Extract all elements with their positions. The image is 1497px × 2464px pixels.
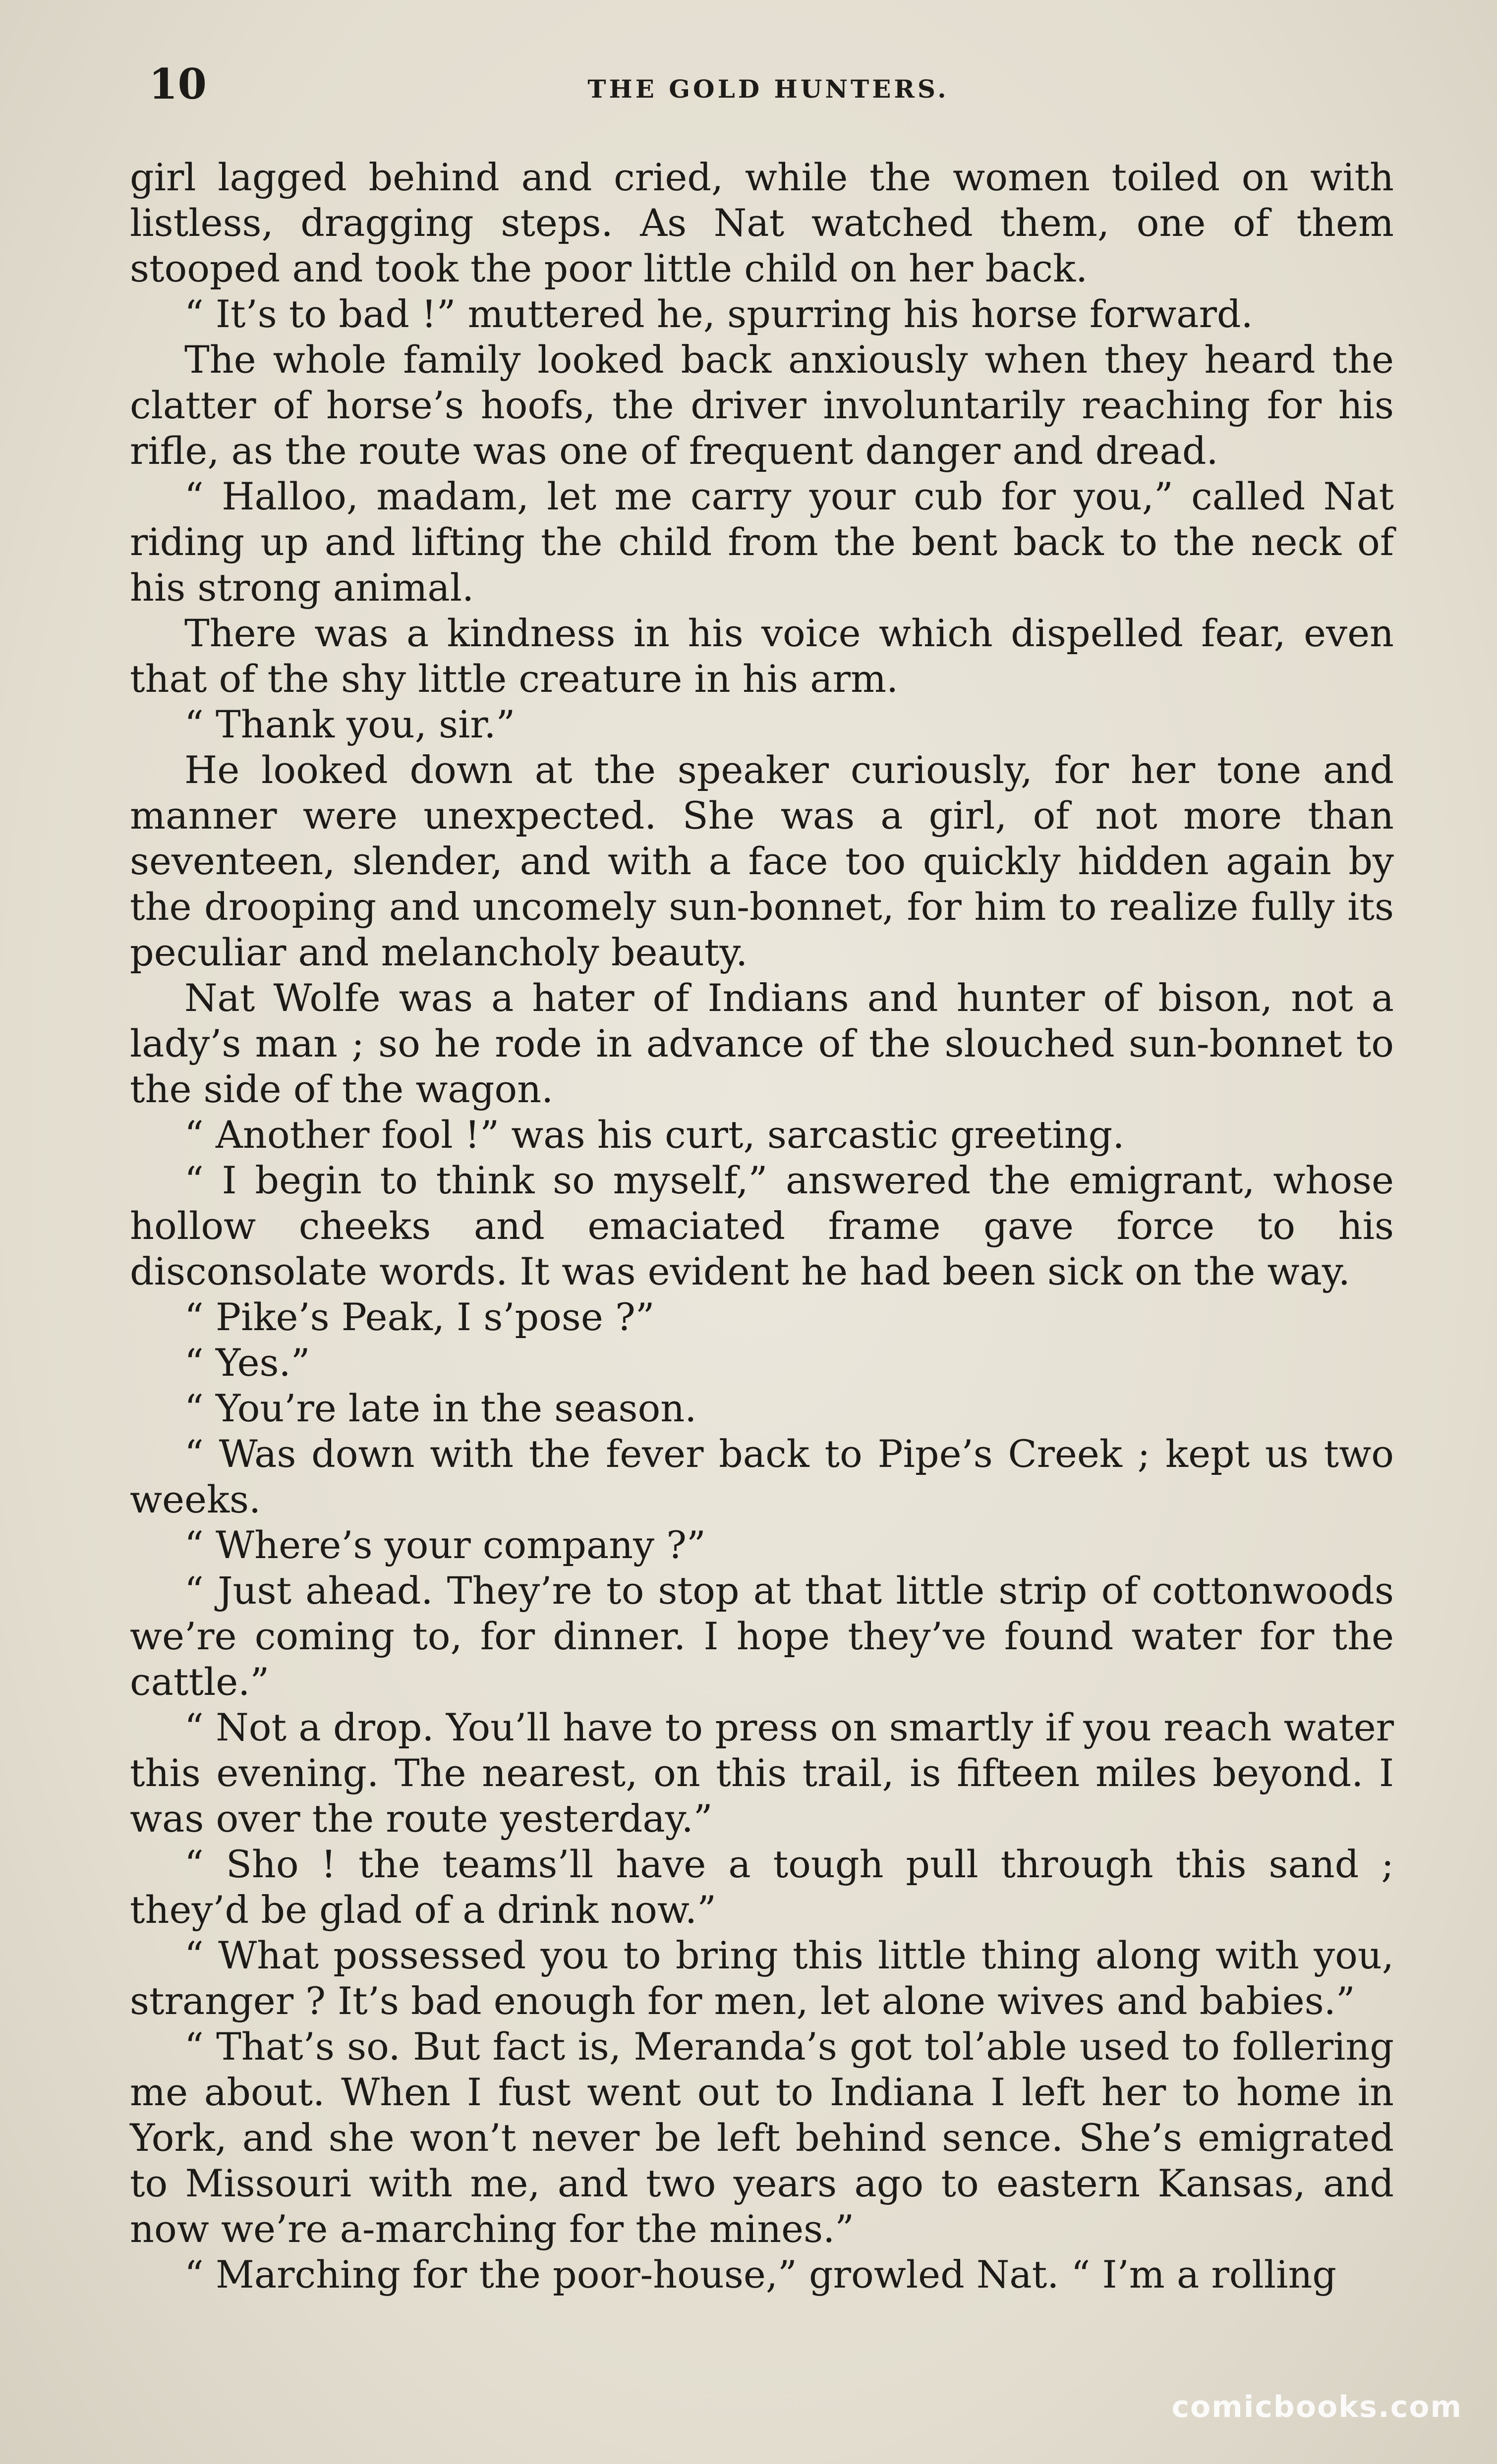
paragraph: He looked down at the speaker curiously, for her tone and manner were unexpected. She was a girl, of not more than seventeen, slender, and with a face too quickly hidden again by the drooping and uncomely sun-bonnet, for him to realize fully its peculiar and melancholy beauty. [130,748,1394,974]
paragraph: girl lagged behind and cried, while the women toiled on with listless, dragging steps. As Nat watched them, one of them stooped and took the poor little child on her back. [130,155,1394,290]
paragraph: “ Where’s your company ?” [184,1523,706,1567]
paragraph: “ I begin to think so myself,” answered the emigrant, whose hollow cheeks and emaciated frame gave force to his disconsolate words. It was evident he had been sick on the way. [130,1158,1394,1293]
paragraph: “ It’s to bad !” muttered he, spurring his horse forward. [184,292,1253,336]
paragraph: “ What possessed you to bring this little thing along with you, stranger ? It’s bad enough for men, let alone wives and babies.” [130,1933,1394,2023]
paragraph: “ Halloo, madam, let me carry your cub for you,” called Nat riding up and lifting the child from the bent back to the neck of his strong animal. [130,474,1394,610]
paragraph: “ Marching for the poor-house,” growled Nat. “ I’m a rolling [184,2252,1337,2296]
paragraph: “ Was down with the fever back to Pipe’s Creek ; kept us two weeks. [130,1432,1394,1521]
running-title: THE GOLD HUNTERS. [587,74,949,104]
body-text [130,155,1394,2297]
watermark: comicbooks.com [1171,2390,1462,2424]
page-number: 10 [149,59,207,109]
paragraph: “ Yes.” [184,1341,310,1385]
paragraph: Nat Wolfe was a hater of Indians and hunter of bison, not a lady’s man ; so he rode in advance of the slouched sun-bonnet to the side of the wagon. [130,976,1394,1111]
paragraph: “ You’re late in the season. [184,1386,697,1430]
paragraph: The whole family looked back anxiously when they heard the clatter of horse’s hoofs, the driver involuntarily reaching for his rifle, as the route was one of frequent danger and dread. [130,337,1394,473]
paragraph: “ Just ahead. They’re to stop at that little strip of cottonwoods we’re coming to, for dinner. I hope they’ve found water for the cattle.” [130,1568,1394,1704]
paragraph: “ Not a drop. You’ll have to press on smartly if you reach water this evening. The nearest, on this trail, is fifteen miles beyond. I was over the route yesterday.” [130,1705,1394,1841]
paragraph: “ Pike’s Peak, I s’pose ?” [184,1295,655,1339]
paragraph: “ Thank you, sir.” [184,702,516,746]
paragraph: “ Another fool !” was his curt, sarcastic greeting. [184,1113,1125,1157]
page-header [149,59,1388,119]
paragraph: “ That’s so. But fact is, Meranda’s got tol’able used to follering me about. When I fust went out to Indiana I left her to home in York, and she won’t never be left behind sence. She’s emigrated to Missouri with me, and two years ago to eastern Kansas, and now we’re a-marching for the mines.” [130,2024,1394,2251]
paragraph: There was a kindness in his voice which dispelled fear, even that of the shy little creature in his arm. [130,611,1394,701]
paragraph: “ Sho ! the teams’ll have a tough pull through this sand ; they’d be glad of a drink now.” [130,1842,1394,1932]
